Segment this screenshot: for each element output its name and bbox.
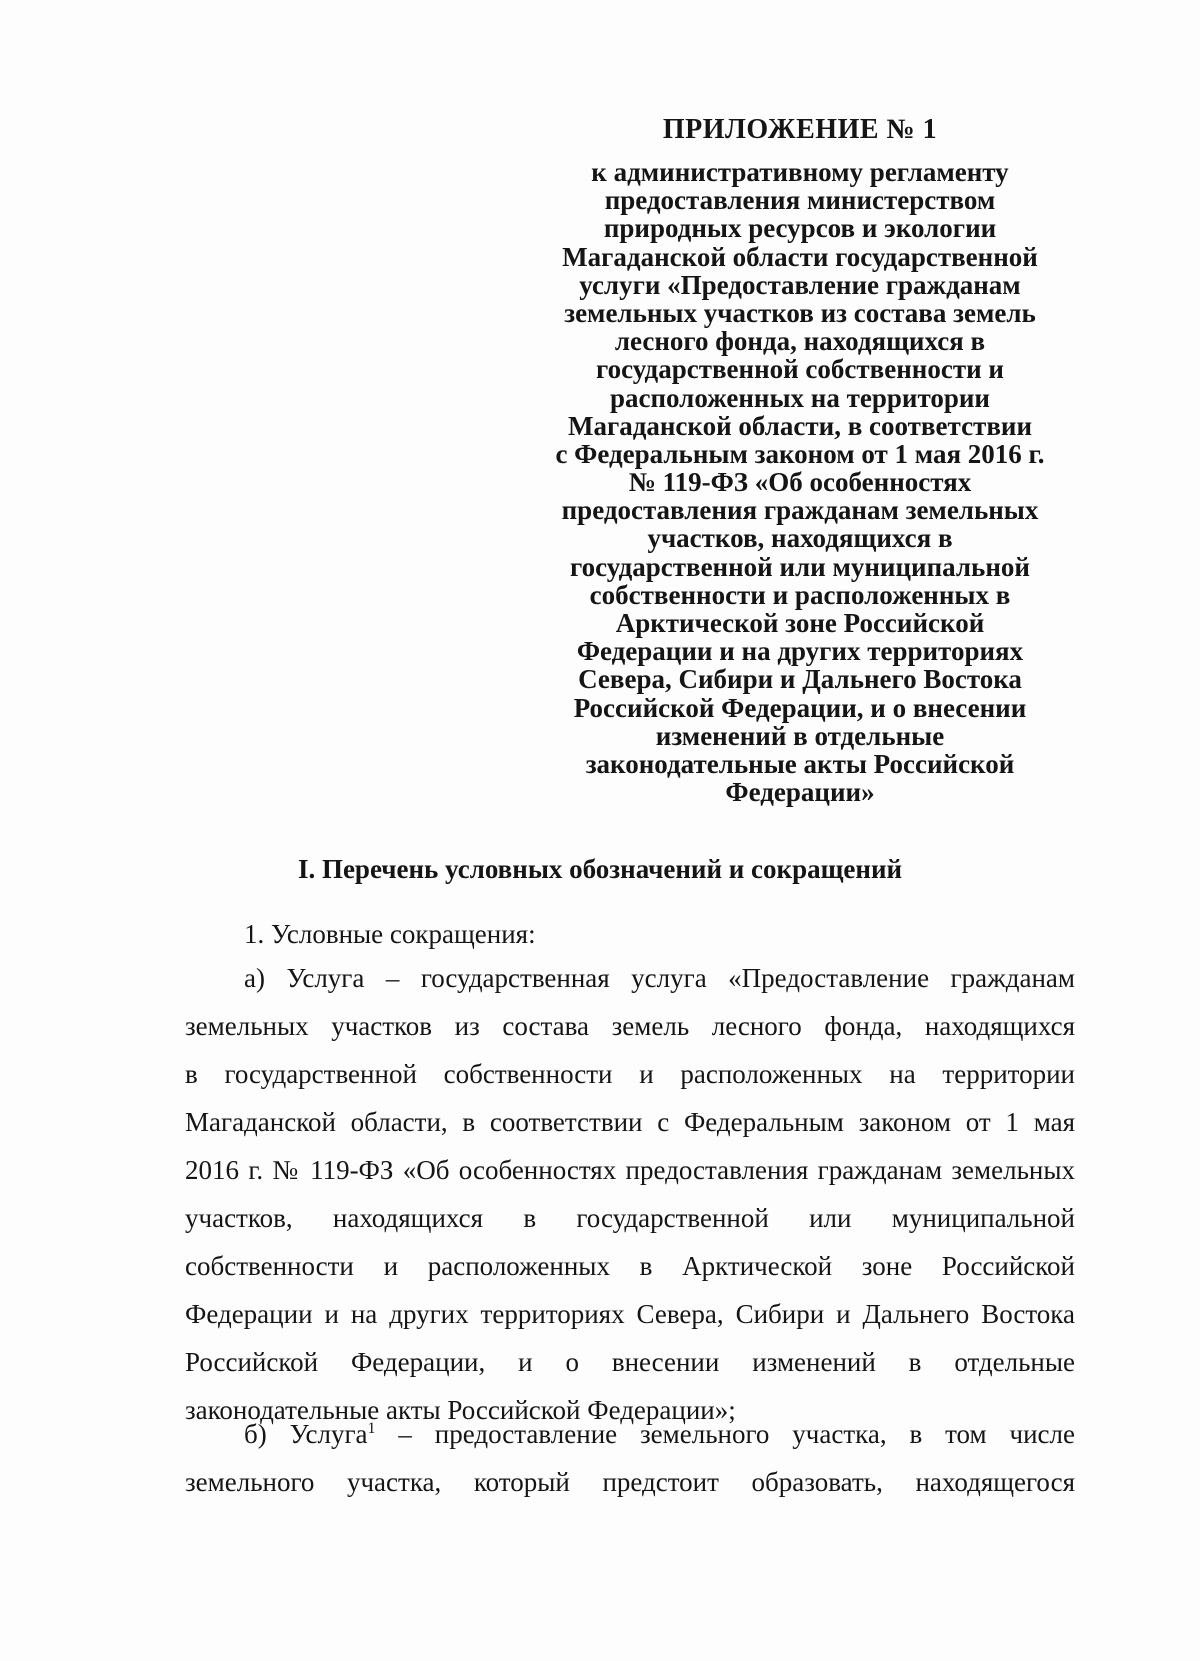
paragraph-line: Магаданской области, в соответствии с Федеральным законом от 1 мая (185, 1107, 1075, 1137)
appendix-line: расположенных на территории (609, 382, 990, 413)
paragraph-line: законодательные акты Российской Федерации»; (185, 1395, 736, 1425)
appendix-line: изменений в отдельные (655, 720, 945, 751)
appendix-title: ПРИЛОЖЕНИЕ № 1 (662, 114, 938, 145)
paragraph-b (185, 1410, 1075, 1506)
appendix-line: природных ресурсов и экологии (603, 213, 997, 244)
appendix-line: государственной или муниципальной (570, 551, 1030, 582)
appendix-line: Магаданской области государственной (562, 241, 1038, 272)
appendix-line: предоставления министерством (604, 185, 996, 216)
paragraph-line: Российской Федерации, и о внесении изменений в отдельные (185, 1347, 1075, 1377)
section-heading: I. Перечень условных обозначений и сокращений (297, 854, 903, 884)
paragraph-line (185, 1410, 1075, 1458)
term-label: б) Услуга (244, 1419, 368, 1449)
appendix-line: участков, находящихся в (647, 523, 953, 554)
paragraph-line: участков, находящихся в государственной или муниципальной (185, 1203, 1075, 1233)
appendix-line: № 119-ФЗ «Об особенностях (628, 467, 972, 498)
paragraph-a (185, 954, 1075, 1434)
paragraph-line: земельного участка, который предстоит образовать, находящегося (185, 1467, 1075, 1497)
footnote-marker: 1 (367, 1420, 376, 1437)
appendix-subtitle (540, 158, 1060, 806)
appendix-line: земельных участков из состава земель (564, 297, 1036, 328)
subheading: 1. Условные сокращения: (244, 919, 536, 949)
term-definition: – предоставление земельного участка, в том числе (375, 1419, 1075, 1449)
appendix-line: Севера, Сибири и Дальнего Востока (578, 664, 1022, 695)
appendix-line: услуги «Предоставление гражданам (579, 269, 1021, 300)
paragraph-line: собственности и расположенных в Арктической зоне Российской (185, 1251, 1075, 1281)
appendix-line: законодательные акты Российской (585, 748, 1015, 779)
appendix-line: государственной собственности и (596, 354, 1004, 385)
appendix-line: предоставления гражданам земельных (561, 495, 1039, 526)
appendix-line: к административному регламенту (591, 157, 1009, 187)
appendix-line: Арктической зоне Российской (615, 608, 985, 638)
paragraph-line: а) Услуга – государственная услуга «Предоставление гражданам (244, 963, 1075, 993)
paragraph-line: в государственной собственности и расположенных на территории (185, 1059, 1075, 1089)
appendix-line: с Федеральным законом от 1 мая 2016 г. (555, 438, 1045, 469)
appendix-line: Магаданской области, в соответствии (567, 410, 1033, 441)
appendix-line: Федерации и на других территориях (576, 636, 1024, 667)
paragraph-line: Федерации и на других территориях Севера, Сибири и Дальнего Востока (185, 1299, 1075, 1329)
appendix-line: Российской Федерации, и о внесении (573, 692, 1027, 723)
paragraph-line: 2016 г. № 119-ФЗ «Об особенностях предоставления гражданам земельных (185, 1155, 1075, 1185)
appendix-line: лесного фонда, находящихся в (614, 326, 986, 357)
appendix-line: Федерации» (725, 777, 875, 808)
paragraph-line: земельных участков из состава земель лесного фонда, находящихся (185, 1011, 1075, 1041)
appendix-line: собственности и расположенных в (589, 579, 1011, 610)
